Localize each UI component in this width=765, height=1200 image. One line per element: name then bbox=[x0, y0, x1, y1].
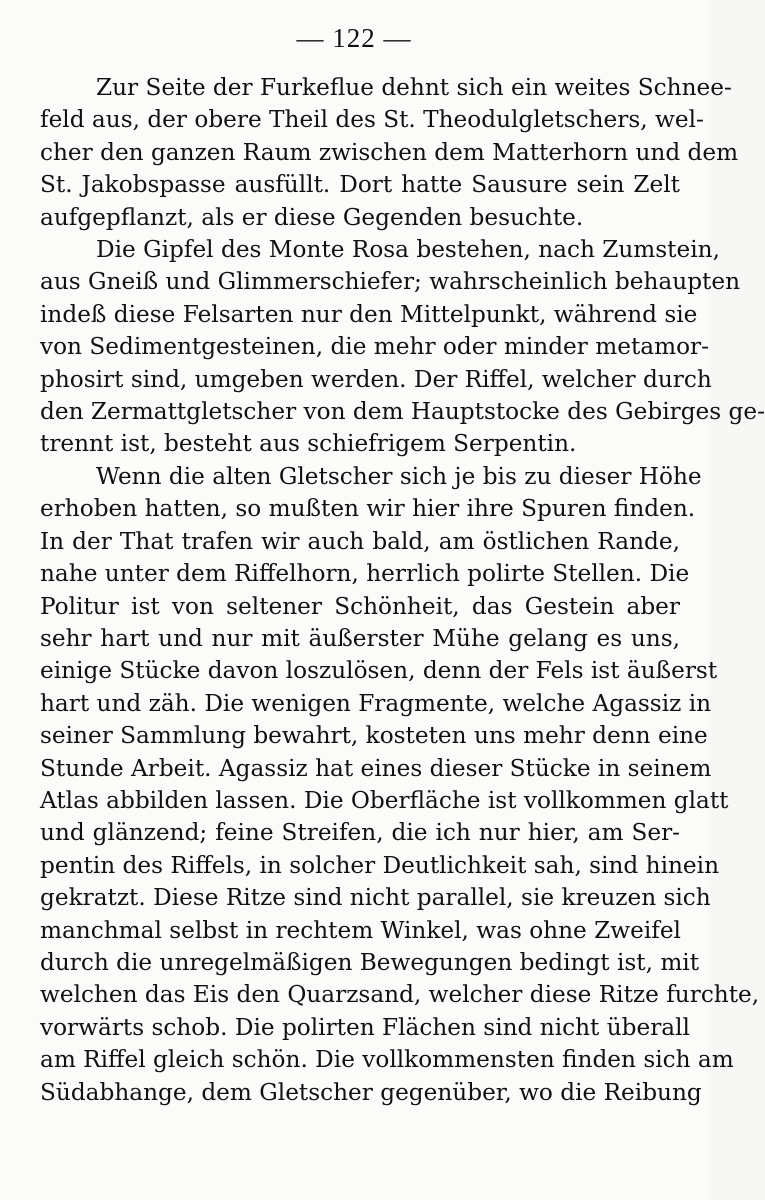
text-line: feld aus, der obere Theil des St. Theodulgletschers, wel- bbox=[40, 106, 704, 134]
text-line: Südabhange, dem Gletscher gegenüber, wo die Reibung bbox=[40, 1078, 702, 1106]
text-line: St. Jakobspasse ausfüllt. Dort hatte Sausure sein Zelt bbox=[40, 171, 680, 199]
text-line: hart und zäh. Die wenigen Fragmente, welche Agassiz in bbox=[40, 689, 712, 717]
text-line: Politur ist von seltener Schönheit, das Gestein aber bbox=[40, 592, 680, 620]
text-line: nahe unter dem Riffelhorn, herrlich polirte Stellen. Die bbox=[40, 560, 690, 588]
text-line: erhoben hatten, so mußten wir hier ihre Spuren finden. bbox=[40, 495, 696, 523]
text-line: indeß diese Felsarten nur den Mittelpunkt, während sie bbox=[40, 300, 698, 328]
paragraph-3 bbox=[40, 461, 760, 1109]
text-line: Wenn die alten Gletscher sich je bis zu dieser Höhe bbox=[96, 462, 702, 490]
paragraph-1 bbox=[40, 72, 739, 234]
text-line: phosirt sind, umgeben werden. Der Riffel, welcher durch bbox=[40, 365, 712, 393]
text-line: seiner Sammlung bewahrt, kosteten uns mehr denn eine bbox=[40, 722, 708, 750]
text-line: den Zermattgletscher von dem Hauptstocke des Gebirges ge- bbox=[40, 398, 765, 426]
text-line: durch die unregelmäßigen Bewegungen bedingt ist, mit bbox=[40, 948, 700, 976]
text-line: aufgepflanzt, als er diese Gegenden besuchte. bbox=[40, 203, 584, 231]
text-line: von Sedimentgesteinen, die mehr oder minder metamor- bbox=[40, 333, 709, 361]
text-line: aus Gneiß und Glimmerschiefer; wahrscheinlich behaupten bbox=[40, 268, 741, 296]
text-line: einige Stücke davon loszulösen, denn der Fels ist äußerst bbox=[40, 657, 718, 685]
text-line: Zur Seite der Furkeflue dehnt sich ein weites Schnee- bbox=[96, 74, 732, 101]
text-line: In der That trafen wir auch bald, am östlichen Rande, bbox=[40, 527, 680, 555]
text-line: vorwärts schob. Die polirten Flächen sind nicht überall bbox=[40, 1013, 690, 1041]
text-line: trennt ist, besteht aus schiefrigem Serpentin. bbox=[40, 430, 577, 458]
text-line: manchmal selbst in rechtem Winkel, was ohne Zweifel bbox=[40, 916, 681, 944]
text-line: pentin des Riffels, in solcher Deutlichkeit sah, sind hinein bbox=[40, 851, 720, 879]
text-line: Atlas abbilden lassen. Die Oberfläche ist vollkommen glatt bbox=[40, 786, 729, 814]
text-line: gekratzt. Diese Ritze sind nicht parallel, sie kreuzen sich bbox=[40, 884, 711, 912]
text-line: sehr hart und nur mit äußerster Mühe gelang es uns, bbox=[40, 624, 680, 652]
text-line: Stunde Arbeit. Agassiz hat eines dieser Stücke in seinem bbox=[40, 754, 712, 782]
text-line: cher den ganzen Raum zwischen dem Matterhorn und dem bbox=[40, 138, 739, 166]
paragraph-2 bbox=[40, 234, 765, 461]
text-line: am Riffel gleich schön. Die vollkommensten finden sich am bbox=[40, 1046, 734, 1074]
page-number: — 122 — bbox=[296, 23, 412, 53]
text-line: welchen das Eis den Quarzsand, welcher diese Ritze furchte, bbox=[40, 981, 760, 1009]
text-line: Die Gipfel des Monte Rosa bestehen, nach Zumstein, bbox=[96, 236, 720, 264]
body-text bbox=[40, 72, 765, 1109]
text-line: und glänzend; feine Streifen, die ich nur hier, am Ser- bbox=[40, 819, 680, 847]
